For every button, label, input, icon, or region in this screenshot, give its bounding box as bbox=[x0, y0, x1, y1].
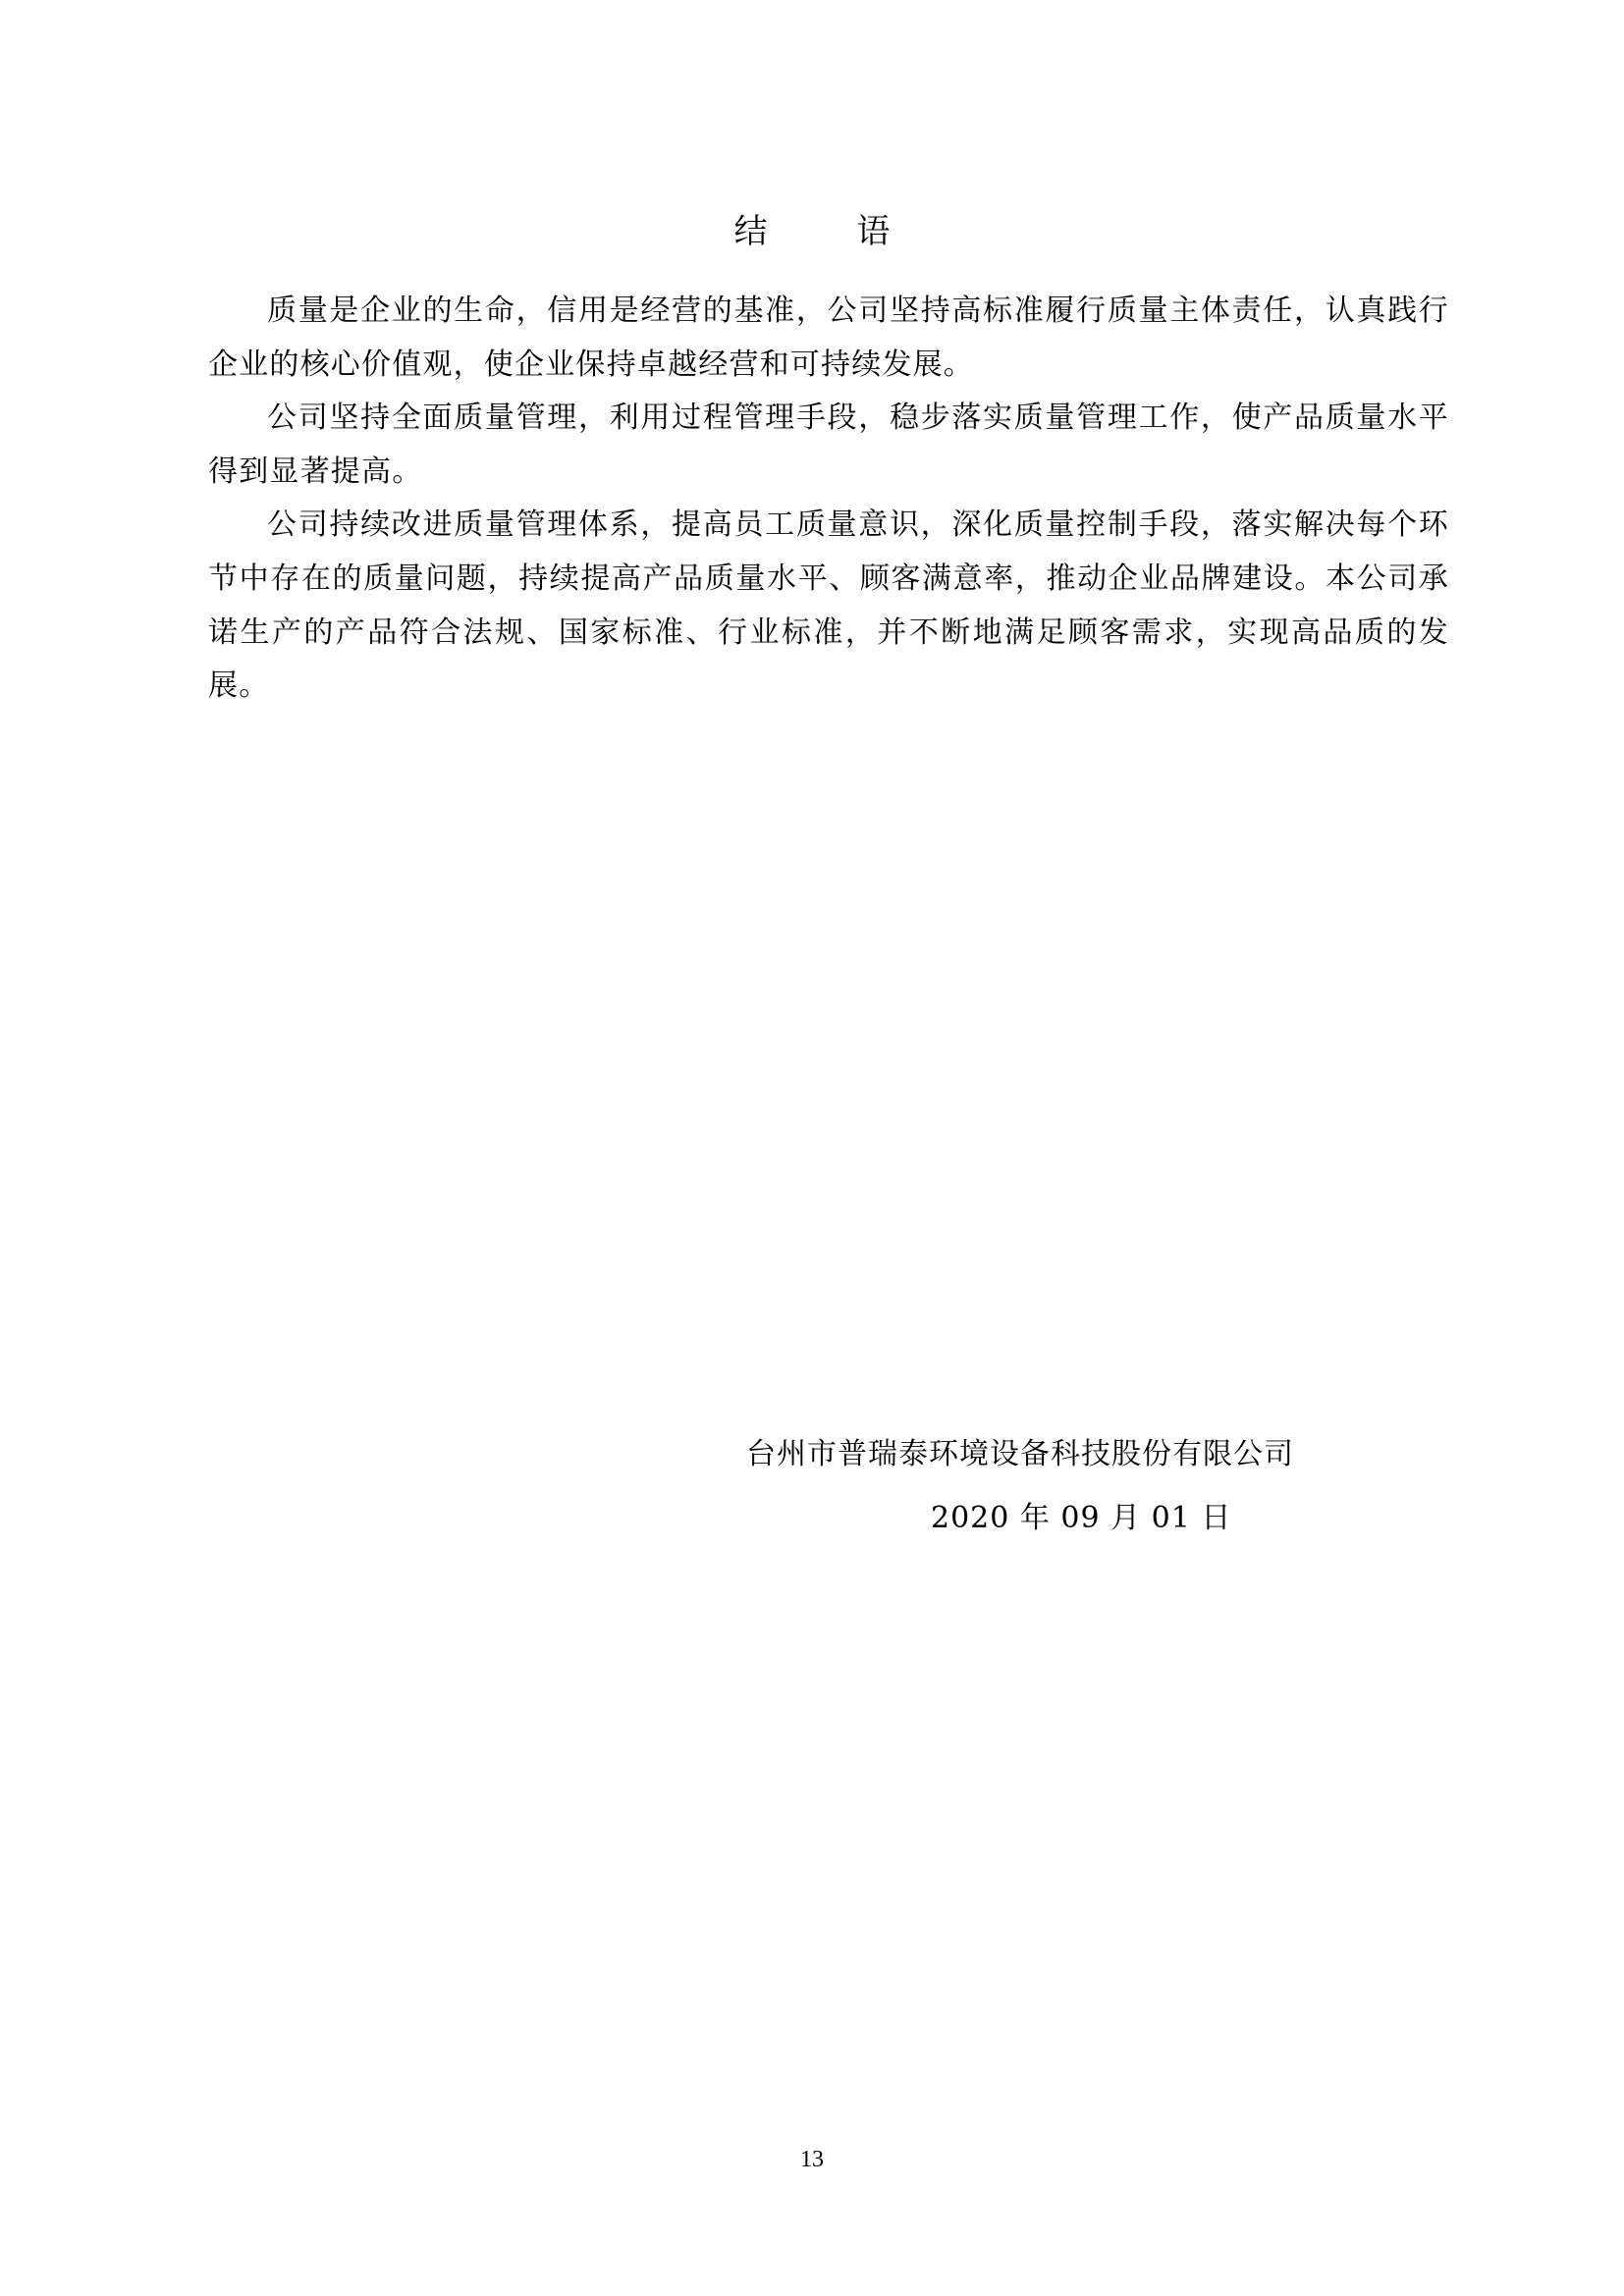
page-number: 13 bbox=[800, 2147, 824, 2172]
paragraph-1: 质量是企业的生命，信用是经营的基准，公司坚持高标准履行质量主体责任，认真践行企业的核心价值观，使企业保持卓越经营和可持续发展。 bbox=[208, 294, 1449, 382]
paragraph-2: 公司坚持全面质量管理，利用过程管理手段，稳步落实质量管理工作，使产品质量水平得到显著提高。 bbox=[208, 400, 1449, 489]
signature-company: 台州市普瑞泰环境设备科技股份有限公司 bbox=[746, 1437, 1294, 1471]
body-text bbox=[208, 285, 1449, 714]
page-title: 结 语 bbox=[733, 212, 930, 251]
paragraph-3: 公司持续改进质量管理体系，提高员工质量意识，深化质量控制手段，落实解决每个环节中存在的质量问题，持续提高产品质量水平、顾客满意率，推动企业品牌建设。本公司承诺生产的产品符合法规、国家标准、行业标准，并不断地满足顾客需求，实现高品质的发展。 bbox=[208, 507, 1449, 704]
signature-date: 2020 年 09 月 01 日 bbox=[931, 1501, 1232, 1535]
